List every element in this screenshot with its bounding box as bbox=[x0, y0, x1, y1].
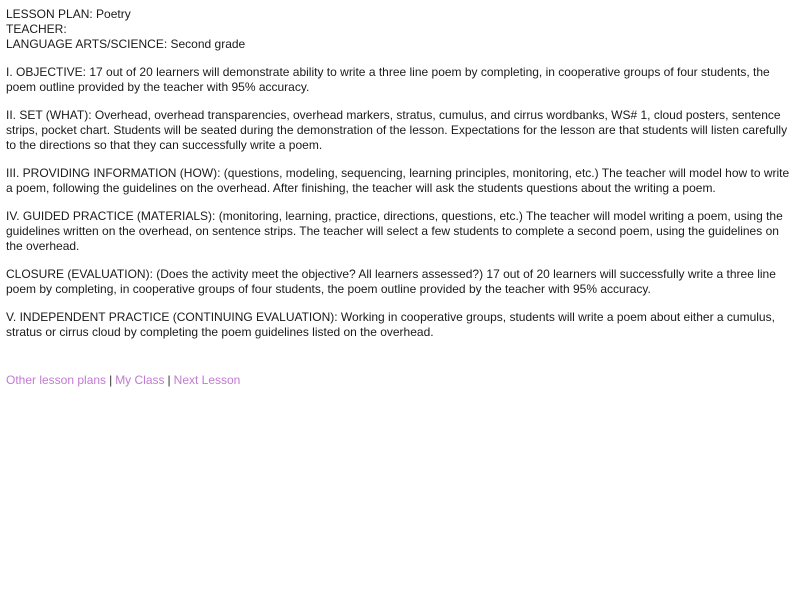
link-separator: | bbox=[109, 373, 113, 387]
teacher-line: TEACHER: bbox=[6, 22, 67, 36]
lesson-plan-title: LESSON PLAN: Poetry bbox=[6, 7, 131, 21]
link-separator: | bbox=[167, 373, 171, 387]
closure-section: CLOSURE (EVALUATION): (Does the activity meet the objective? All learners assessed?) 17 out of 20 learners will successfully write a three line poem by completing, in cooperative groups of four students, the poem outline provided by the teacher with 95% accuracy. bbox=[6, 267, 776, 296]
objective-section: I. OBJECTIVE: 17 out of 20 learners will demonstrate ability to write a three line poem by completing, in cooperative groups of four students, the poem outline provided by the teacher with 95% accuracy. bbox=[6, 65, 770, 94]
set-section: II. SET (WHAT): Overhead, overhead transparencies, overhead markers, stratus, cumulus, and cirrus wordbanks, WS# 1, cloud posters, sentence strips, pocket chart. Students will be seated during the demonstration of the lesson. Expectations for the lesson are that students will listen carefully to the directions so that they can successfully write a poem. bbox=[6, 108, 788, 152]
my-class-link[interactable]: My Class bbox=[115, 373, 165, 387]
lesson-header bbox=[6, 7, 794, 52]
footer-links bbox=[6, 373, 794, 388]
other-lesson-plans-link[interactable]: Other lesson plans bbox=[6, 373, 107, 387]
providing-information-section: III. PROVIDING INFORMATION (HOW): (questions, modeling, sequencing, learning principles, monitoring, etc.) The teacher will model how to write a poem, following the guidelines on the overhead. After finishing, the teacher will ask the students questions about the writing a poem. bbox=[6, 166, 790, 195]
subject-line: LANGUAGE ARTS/SCIENCE: Second grade bbox=[6, 37, 246, 51]
guided-practice-section: IV. GUIDED PRACTICE (MATERIALS): (monitoring, learning, practice, directions, questions, etc.) The teacher will model writing a poem, using the guidelines written on the overhead, on sentence strips. The teacher will select a few students to complete a second poem, using the guidelines on the overhead. bbox=[6, 209, 783, 253]
independent-practice-section: V. INDEPENDENT PRACTICE (CONTINUING EVALUATION): Working in cooperative groups, students will write a poem about either a cumulus, stratus or cirrus cloud by completing the poem guidelines listed on the overhead. bbox=[6, 310, 775, 339]
next-lesson-link[interactable]: Next Lesson bbox=[173, 373, 241, 387]
